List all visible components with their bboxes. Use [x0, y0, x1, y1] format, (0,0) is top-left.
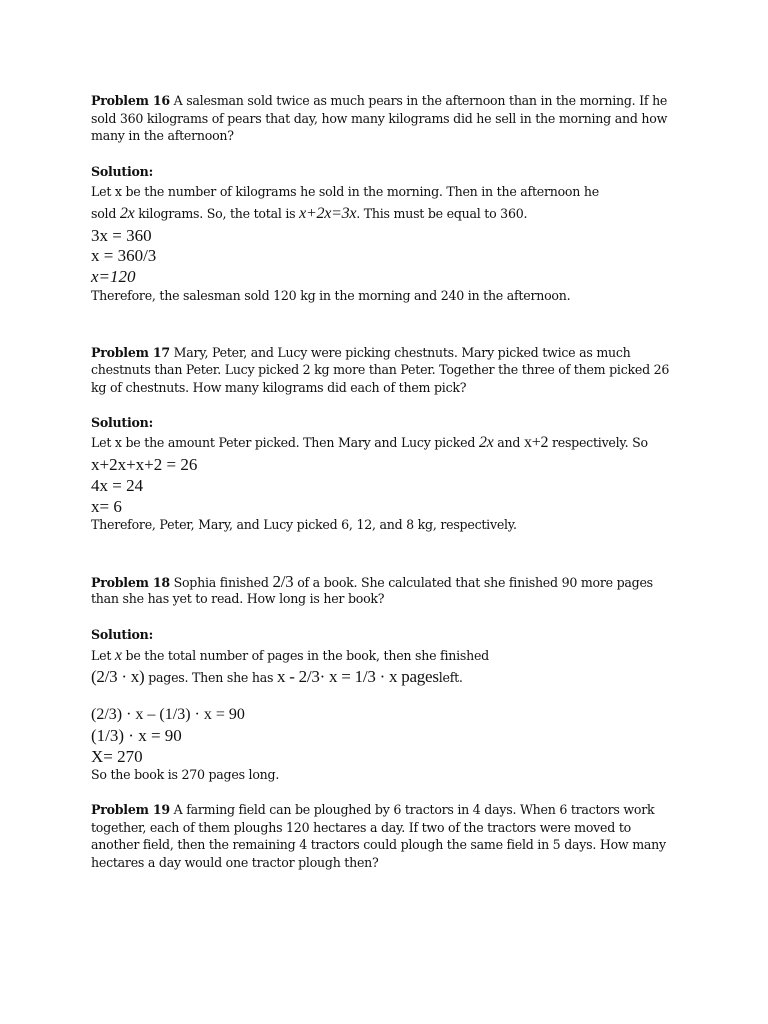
problem-17-solution-line-1 [91, 435, 648, 451]
text: sold [91, 206, 120, 221]
text: respectively. So [548, 435, 648, 450]
text: and [493, 435, 524, 450]
problem-17-label: Problem 17 [91, 345, 170, 360]
problem-16-conclusion: Therefore, the salesman sold 120 kg in the morning and 240 in the afternoon. [91, 288, 571, 303]
math: 2/3 [272, 572, 294, 591]
problem-17-line-1 [91, 347, 631, 360]
problem-19-line-2: together, each of them ploughs 120 hectares a day. If two of the tractors were moved to [91, 820, 631, 835]
problem-16-solution-line-1: Let x be the number of kilograms he sold in the morning. Then in the afternoon he [91, 184, 599, 199]
problem-17-equation-1: x+2x+x+2 = 26 [91, 455, 198, 474]
problem-17-text: Mary, Peter, and Lucy were picking chestnuts. Mary picked twice as much [169, 345, 631, 360]
problem-17-conclusion: Therefore, Peter, Mary, and Lucy picked 6, 12, and 8 kg, respectively. [91, 517, 517, 532]
problem-18-conclusion: So the book is 270 pages long. [91, 767, 280, 782]
math: 2x [119, 205, 135, 222]
text: left. [438, 670, 463, 685]
text: be the total number of pages in the book, then she finished [121, 648, 489, 663]
problem-18-equation-1: (2/3) · x – (1/3) · x = 90 [91, 706, 245, 723]
problem-16-text: A salesman sold twice as much pears in the afternoon than in the morning. If he [169, 93, 668, 108]
math: 2x [478, 434, 494, 451]
problem-19-line-4: hectares a day would one tractor plough then? [91, 855, 379, 870]
math: x [114, 647, 122, 664]
text: Sophia finished [169, 575, 273, 590]
problem-16-equation-2: x = 360/3 [91, 246, 157, 265]
text: Let x be the amount Peter picked. Then Mary and Lucy picked [91, 435, 479, 450]
problem-19-line-1 [91, 804, 654, 817]
problem-19-line-3: another field, then the remaining 4 tractors could plough the same field in 5 days. How many [91, 837, 666, 852]
text: pages. Then she has [144, 670, 277, 685]
problem-16-line-3: many in the afternoon? [91, 128, 234, 143]
math: x+2 [523, 434, 549, 451]
problem-17-line-3: kg of chestnuts. How many kilograms did each of them pick? [91, 380, 467, 395]
text: Let [91, 648, 115, 663]
problem-18-line-2: than she has yet to read. How long is her book? [91, 591, 385, 606]
math: x+2x=3x [299, 205, 357, 222]
problem-18-line-1 [91, 573, 653, 590]
problem-16-equation-3: x=120 [91, 267, 136, 286]
problem-19-text: A farming field can be ploughed by 6 tractors in 4 days. When 6 tractors work [169, 802, 655, 817]
problem-19-label: Problem 19 [91, 802, 170, 817]
problem-17-line-2: chestnuts than Peter. Lucy picked 2 kg more than Peter. Together the three of them picked 26 [91, 362, 670, 377]
text: kilograms. So, the total is [134, 206, 300, 221]
problem-18-solution-line-1 [91, 648, 489, 664]
problem-17-solution-label: Solution: [91, 415, 153, 430]
problem-16-solution-label: Solution: [91, 164, 153, 179]
problem-18-equation-2: (1/3) · x = 90 [91, 726, 182, 745]
problem-17-equation-3: x= 6 [91, 497, 122, 516]
text: of a book. She calculated that she finished 90 more pages [293, 575, 653, 590]
problem-16-line-2: sold 360 kilograms of pears that day, how many kilograms did he sell in the morning and how [91, 111, 668, 126]
problem-16-solution-line-2 [91, 206, 527, 222]
problem-17-equation-2: 4x = 24 [91, 476, 144, 495]
text: . This must be equal to 360. [356, 206, 528, 221]
problem-18-solution-line-2 [91, 668, 463, 685]
problem-18-solution-label: Solution: [91, 627, 153, 642]
problem-18-equation-3: X= 270 [91, 747, 143, 766]
math: (2/3 · x) [91, 667, 145, 686]
problem-16-equation-1: 3x = 360 [91, 226, 152, 245]
problem-16-label: Problem 16 [91, 93, 170, 108]
math: x - 2/3· x = 1/3 · x pages [276, 667, 439, 686]
problem-16-line-1 [91, 95, 667, 108]
problem-18-label: Problem 18 [91, 575, 170, 590]
